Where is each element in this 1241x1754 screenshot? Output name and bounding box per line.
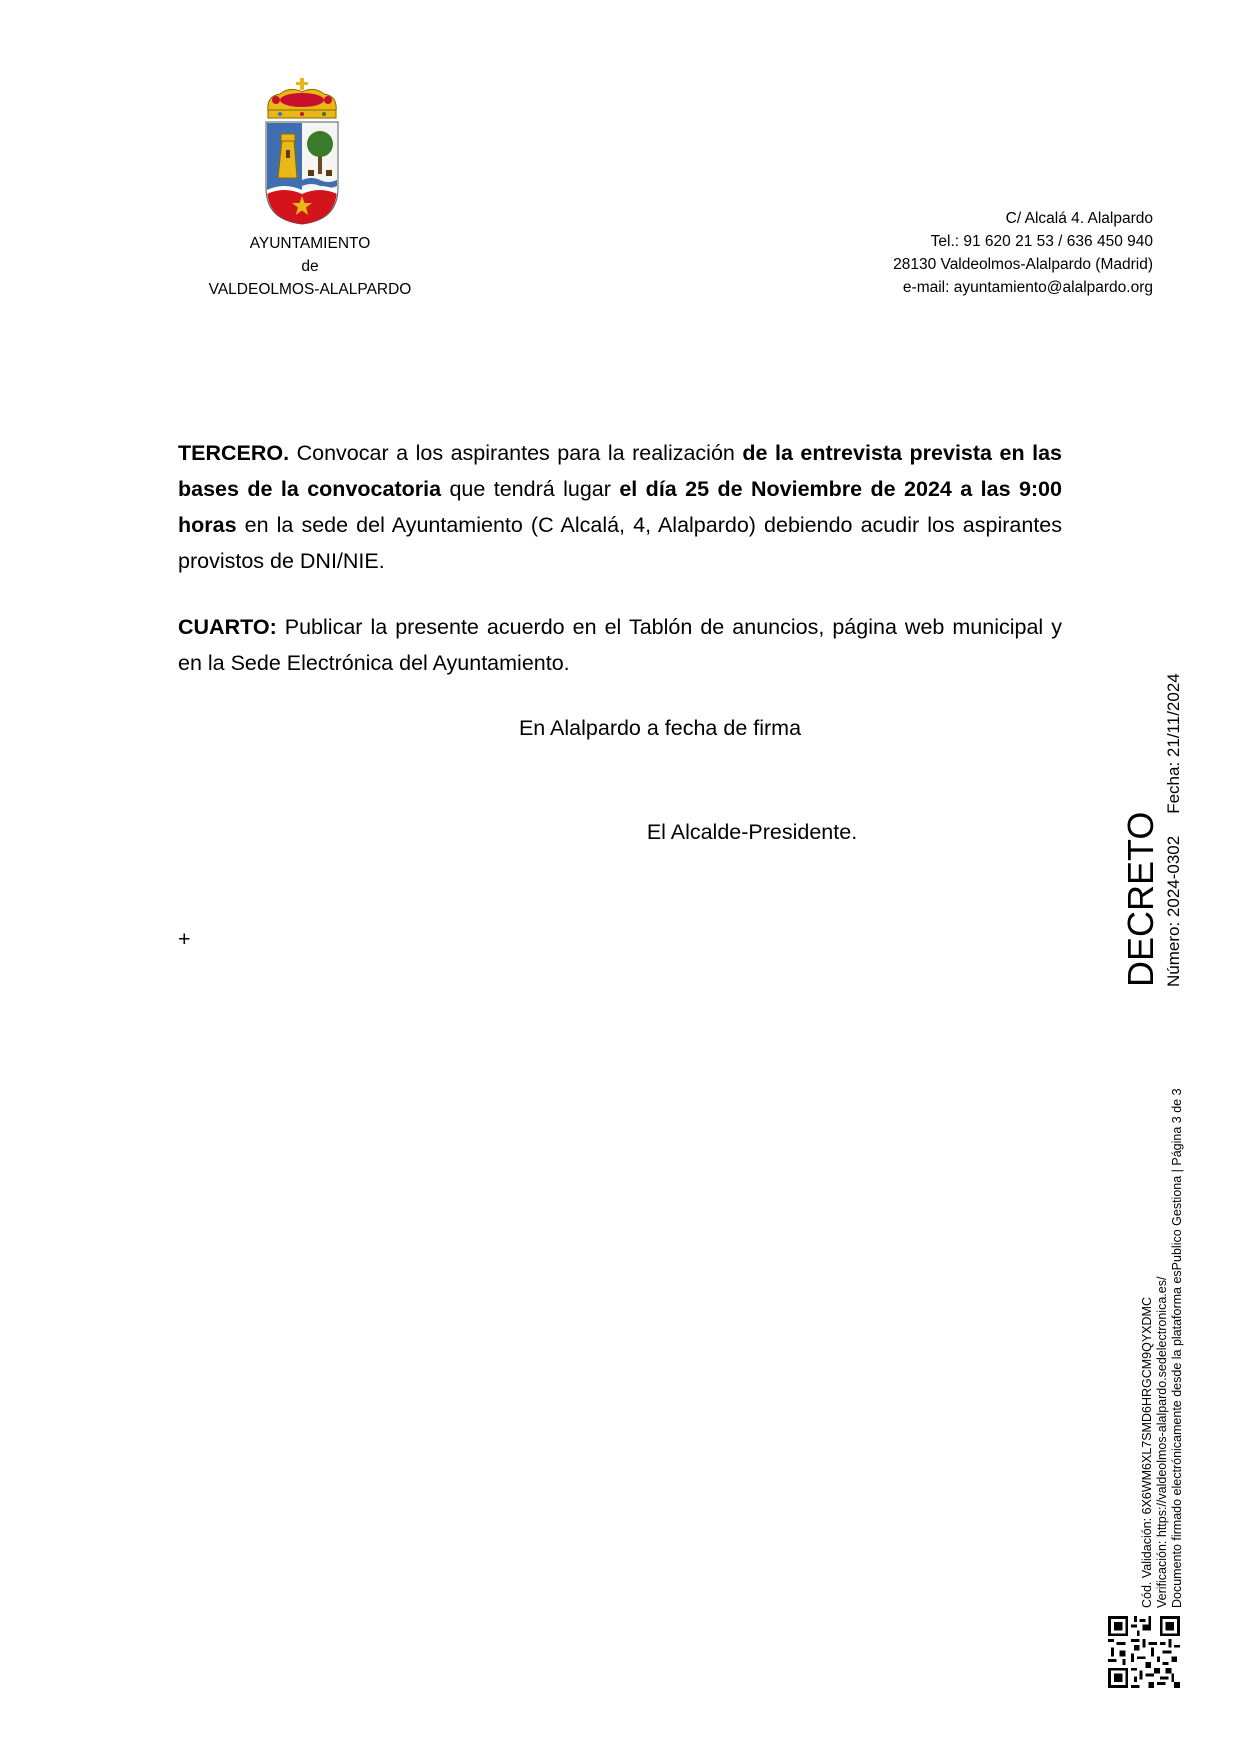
verification-block	[1140, 1088, 1185, 1608]
org-line-1: AYUNTAMIENTO	[249, 235, 371, 252]
city-line: 28130 Valdeolmos-Alalpardo (Madrid)	[893, 256, 1153, 273]
municipal-crest-logo	[262, 78, 342, 226]
decree-label: DECRETO	[1120, 811, 1161, 987]
plus-mark: +	[178, 927, 191, 951]
place-date-line: En Alalpardo a fecha de firma	[518, 716, 802, 740]
address-line: C/ Alcalá 4. Alalpardo	[1005, 210, 1153, 227]
signed-note: Documento firmado electrónicamente desde la plataforma esPublico Gestiona | Página 3 de 3	[1170, 1088, 1184, 1608]
organization-name	[190, 232, 430, 301]
tercero-bold-1: de la entrevista prevista en las bases de la convocatoria	[178, 441, 1062, 501]
tercero-text-2: que tendrá lugar	[441, 477, 620, 501]
org-line-3: VALDEOLMOS-ALALPARDO	[208, 281, 412, 298]
tercero-bold-2: el día 25 de Noviembre de 2024 a las 9:00 horas	[178, 477, 1062, 537]
paragraph-cuarto	[178, 609, 1062, 681]
org-line-2: de	[301, 258, 319, 275]
cuarto-text: Publicar la presente acuerdo en el Tablón de anuncios, página web municipal y en la Sede Electrónica del Ayuntamiento.	[178, 615, 1062, 675]
tercero-text-3: en la sede del Ayuntamiento (C Alcalá, 4, Alalpardo) debiendo acudir los aspirantes provistos de DNI/NIE.	[178, 513, 1062, 573]
paragraph-tercero	[178, 435, 1062, 579]
tercero-text-1: Convocar a los aspirantes para la realización	[289, 441, 743, 465]
contact-block	[893, 207, 1153, 299]
cuarto-label: CUARTO:	[178, 615, 277, 639]
qr-code-icon	[1108, 1616, 1180, 1688]
signer-line: El Alcalde-Presidente.	[646, 820, 858, 844]
decree-date: Fecha: 21/11/2024	[1164, 673, 1183, 814]
tercero-label: TERCERO.	[178, 441, 290, 465]
verification-url[interactable]: Verificación: https://valdeolmos-alalpardo.sedelectronica.es/	[1155, 1276, 1169, 1608]
validation-code: Cód. Validación: 6X6WM6XL7SMD6HRGCM9QYXDMC	[1140, 1297, 1154, 1608]
phone-line: Tel.: 91 620 21 53 / 636 450 940	[930, 233, 1153, 250]
email-line: e-mail: ayuntamiento@alalpardo.org	[902, 279, 1153, 296]
decree-number: Número: 2024-0302	[1164, 835, 1183, 987]
decree-metadata	[1163, 673, 1185, 987]
